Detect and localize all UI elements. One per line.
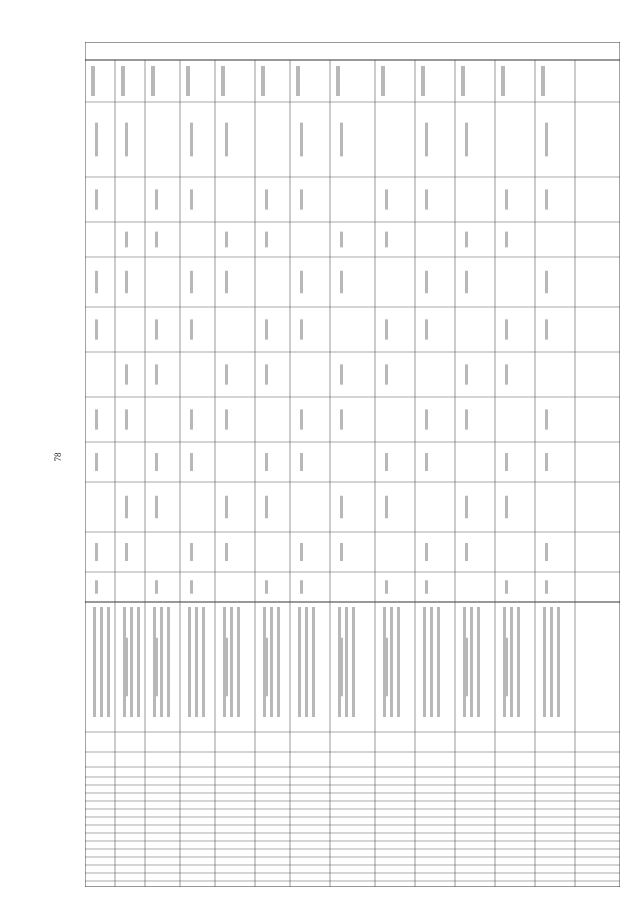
illegible-cell-text [95,123,98,157]
illegible-cell-text [225,543,228,561]
illegible-description-text [423,607,426,717]
illegible-description-text [503,607,506,717]
illegible-cell-text [505,364,508,384]
illegible-cell-text [265,232,268,248]
illegible-description-text [477,607,480,717]
illegible-cell-text [300,271,303,294]
illegible-description-text [223,607,226,717]
illegible-cell-text [545,123,548,157]
illegible-cell-text [340,364,343,384]
illegible-cell-text [545,189,548,209]
illegible-cell-text [300,580,303,594]
illegible-description-text [298,607,301,717]
illegible-description-text [277,607,280,717]
illegible-description-text [543,607,546,717]
illegible-description-text [230,607,233,717]
illegible-cell-text [190,409,193,429]
illegible-cell-text [505,232,508,248]
illegible-cell-text [545,580,548,594]
illegible-description-text [107,607,110,717]
illegible-description-text [263,607,266,717]
illegible-cell-text [545,409,548,429]
illegible-cell-text [190,453,193,471]
illegible-cell-text [155,364,158,384]
illegible-cell-text [425,409,428,429]
illegible-cell-text [300,543,303,561]
illegible-cell-text [425,319,428,339]
illegible-cell-text [125,123,128,157]
illegible-cell-text [225,409,228,429]
illegible-cell-text [125,232,128,248]
illegible-cell-text [425,123,428,157]
illegible-cell-text [125,364,128,384]
illegible-cell-text [465,543,468,561]
illegible-cell-text [340,496,343,519]
illegible-cell-text [425,543,428,561]
illegible-description-text [123,607,126,717]
illegible-cell-text [190,189,193,209]
illegible-cell-text [95,319,98,339]
illegible-cell-text [425,580,428,594]
illegible-description-text [397,607,400,717]
illegible-description-text [517,607,520,717]
illegible-cell-text [225,496,228,519]
illegible-header-text [91,66,95,96]
illegible-cell-text [385,364,388,384]
illegible-header-text [261,66,265,96]
illegible-cell-text [155,496,158,519]
illegible-description-text [195,607,198,717]
illegible-description-text [550,607,553,717]
illegible-cell-text [95,580,98,594]
illegible-description-text [130,607,133,717]
illegible-cell-text [340,271,343,294]
illegible-description-text [137,607,140,717]
illegible-cell-text [545,543,548,561]
illegible-cell-text [265,453,268,471]
illegible-header-text [336,66,340,96]
illegible-cell-text [465,409,468,429]
illegible-description-text [557,607,560,717]
page-number: 78 [53,452,63,462]
illegible-cell-text [385,232,388,248]
illegible-cell-text [155,453,158,471]
illegible-description-text [160,607,163,717]
illegible-description-text [167,607,170,717]
illegible-cell-text [125,409,128,429]
illegible-cell-text [505,189,508,209]
illegible-cell-text [505,580,508,594]
illegible-cell-text [385,496,388,519]
illegible-cell-text [465,364,468,384]
table-grid [85,42,620,887]
illegible-cell-text [225,123,228,157]
illegible-cell-text [190,319,193,339]
illegible-cell-text [125,271,128,294]
illegible-header-text [461,66,465,96]
illegible-cell-text [545,319,548,339]
illegible-header-text [421,66,425,96]
illegible-cell-text [155,189,158,209]
illegible-cell-text [465,496,468,519]
illegible-cell-text [340,123,343,157]
illegible-cell-text [155,580,158,594]
illegible-description-text [345,607,348,717]
illegible-cell-text [425,453,428,471]
illegible-description-text [312,607,315,717]
illegible-description-text [437,607,440,717]
illegible-description-text [202,607,205,717]
illegible-cell-text [300,319,303,339]
illegible-description-text [390,607,393,717]
illegible-cell-text [385,189,388,209]
illegible-cell-text [340,232,343,248]
illegible-cell-text [340,409,343,429]
illegible-description-text [305,607,308,717]
illegible-cell-text [190,271,193,294]
illegible-cell-text [265,364,268,384]
illegible-cell-text [300,189,303,209]
illegible-cell-text [300,409,303,429]
illegible-cell-text [225,364,228,384]
illegible-cell-text [545,453,548,471]
illegible-cell-text [155,319,158,339]
illegible-header-text [381,66,385,96]
illegible-cell-text [545,271,548,294]
illegible-cell-text [465,123,468,157]
illegible-cell-text [265,580,268,594]
illegible-cell-text [225,232,228,248]
illegible-header-text [221,66,225,96]
illegible-description-text [430,607,433,717]
illegible-header-text [151,66,155,96]
illegible-cell-text [95,271,98,294]
illegible-cell-text [95,543,98,561]
illegible-cell-text [265,189,268,209]
illegible-cell-text [95,189,98,209]
illegible-cell-text [505,453,508,471]
illegible-cell-text [465,271,468,294]
illegible-cell-text [265,319,268,339]
illegible-description-text [100,607,103,717]
illegible-cell-text [465,232,468,248]
illegible-cell-text [155,232,158,248]
illegible-cell-text [225,271,228,294]
illegible-cell-text [95,453,98,471]
illegible-description-text [338,607,341,717]
illegible-cell-text [125,543,128,561]
illegible-cell-text [190,543,193,561]
illegible-cell-text [340,543,343,561]
illegible-description-text [352,607,355,717]
illegible-cell-text [95,409,98,429]
illegible-cell-text [385,580,388,594]
illegible-header-text [296,66,300,96]
illegible-cell-text [425,271,428,294]
illegible-cell-text [425,189,428,209]
illegible-cell-text [505,496,508,519]
illegible-cell-text [265,496,268,519]
rotated-budget-table [85,42,620,887]
illegible-cell-text [190,580,193,594]
illegible-cell-text [385,319,388,339]
illegible-cell-text [300,453,303,471]
illegible-cell-text [385,453,388,471]
illegible-description-text [93,607,96,717]
illegible-header-text [186,66,190,96]
illegible-cell-text [190,123,193,157]
illegible-description-text [153,607,156,717]
illegible-description-text [383,607,386,717]
illegible-cell-text [505,319,508,339]
illegible-description-text [463,607,466,717]
illegible-cell-text [125,496,128,519]
illegible-cell-text [300,123,303,157]
illegible-header-text [501,66,505,96]
illegible-header-text [541,66,545,96]
illegible-description-text [237,607,240,717]
illegible-description-text [470,607,473,717]
illegible-description-text [188,607,191,717]
illegible-header-text [121,66,125,96]
illegible-description-text [270,607,273,717]
illegible-description-text [510,607,513,717]
